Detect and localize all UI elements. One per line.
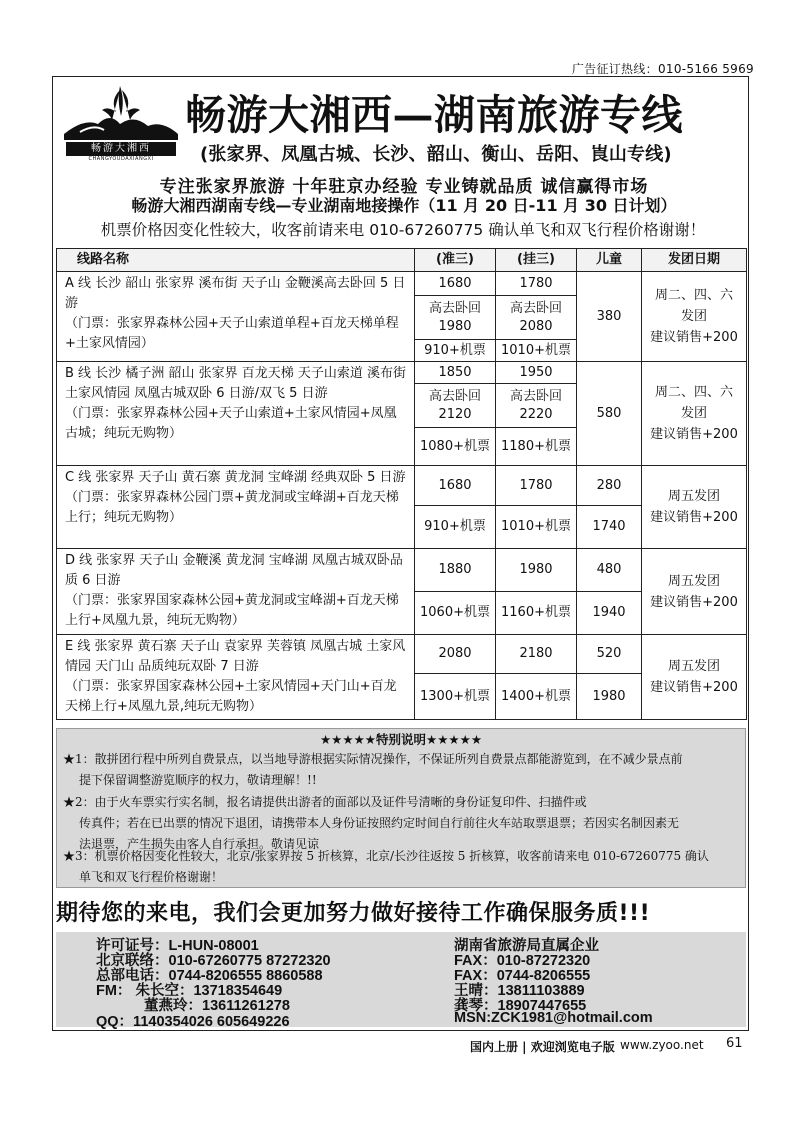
note-text: 提下保留调整游览顺序的权力，敬请理解！!! [79, 773, 317, 787]
closing-slogan: 期待您的来电，我们会更加努力做好接待工作确保服务质!!! [56, 901, 651, 926]
route-desc-text: A 线 长沙 韶山 张家界 溪布街 天子山 金鞭溪高去卧回 5 日游 [65, 276, 406, 311]
price-cell: 高去卧回 2120 [415, 384, 496, 428]
schedule-line: 周二、四、六 [654, 385, 733, 400]
schedule-cell [642, 362, 747, 466]
routes-table [56, 248, 747, 720]
col-header-child: 儿童 [577, 249, 642, 272]
price-cell: 1980 [496, 549, 577, 592]
schedule-line: 建议销售+200 [650, 330, 738, 345]
price-cell: 高去卧回 1980 [415, 296, 496, 340]
child-price-cell: 1940 [577, 592, 642, 635]
price-cell: 1880 [415, 549, 496, 592]
schedule-line: 周五发团 [667, 489, 720, 504]
col-header-listed3: (挂三) [496, 249, 577, 272]
schedule-line: 周五发团 [667, 659, 720, 674]
contact-wang: 王晴：13811103889 [454, 983, 585, 999]
price-cell: 910+机票 [415, 340, 496, 362]
price-cell: 1850 [415, 362, 496, 384]
table-header-row [57, 249, 747, 272]
fax-beijing: FAX：010-87272320 [454, 953, 591, 969]
fm-contact-2: 董燕玲：13611261278 [144, 998, 290, 1014]
route-desc-text: D 线 张家界 天子山 金鞭溪 黄龙洞 宝峰湖 凤凰古城双卧品质 6 日游 [65, 553, 403, 588]
note-text: 传真件；若在已出票的情况下退团，请携带本人身份证按照约定时间自行前往火车站取票退票；若因实名制因素无 [79, 816, 680, 830]
schedule-line: 建议销售+200 [650, 510, 738, 525]
contact-panel [56, 932, 746, 1030]
table-row [57, 549, 747, 592]
logo [60, 84, 182, 164]
beijing-contact: 北京联络：010-67260775 87272320 [96, 953, 331, 969]
license-number: 许可证号：L-HUN-08001 [96, 938, 259, 954]
price-notice: 机票价格因变化性较大，收客前请来电 010-67260775 确认单飞和双飞行程价格谢谢！ [100, 221, 706, 239]
msn-contact: MSN:ZCK1981@hotmail.com [454, 1010, 653, 1026]
price-cell: 1950 [496, 362, 577, 384]
footer-section: 国内上册 | 欢迎浏览电子版 [470, 1040, 615, 1054]
price-cell: 1300+机票 [415, 674, 496, 720]
child-price-cell: 580 [577, 362, 642, 466]
route-a-desc [57, 272, 415, 362]
price-cell: 1680 [415, 466, 496, 506]
col-header-departure: 发团日期 [642, 249, 747, 272]
table-row [57, 466, 747, 506]
schedule-line: 发团 [680, 406, 707, 421]
page-number: 61 [726, 1036, 743, 1051]
route-desc-text: B 线 长沙 橘子洲 韶山 张家界 百龙天梯 天子山索道 溪布街 土家风情园 凤凰古城双卧 6 日游/双飞 5 日游 [65, 366, 406, 401]
table-row [57, 272, 747, 296]
child-price-cell: 520 [577, 635, 642, 674]
schedule-line: 周二、四、六 [654, 288, 733, 303]
price-cell: 1060+机票 [415, 592, 496, 635]
schedule-line: 发团 [680, 309, 707, 324]
ad-hotline: 广告征订热线：010-5166 5969 [571, 62, 754, 76]
fm-contact-1: FM： 朱长空：13718354649 [96, 983, 283, 999]
price-cell: 1010+机票 [496, 340, 577, 362]
fax-hq: FAX：0744-8206555 [454, 968, 591, 984]
price-cell: 1010+机票 [496, 506, 577, 549]
destinations-subtitle: (张家界、凤凰古城、长沙、韶山、衡山、岳阳、崀山专线) [200, 144, 672, 165]
child-price-cell: 280 [577, 466, 642, 506]
schedule-cell [642, 272, 747, 362]
schedule-line: 建议销售+200 [650, 427, 738, 442]
price-cell: 1780 [496, 272, 577, 296]
page-title: 畅游大湘西—湖南旅游专线 [185, 91, 683, 139]
route-d-desc [57, 549, 415, 635]
price-cell: 2180 [496, 635, 577, 674]
schedule-cell [642, 466, 747, 549]
price-cell: 1080+机票 [415, 428, 496, 466]
special-notes [56, 728, 746, 888]
route-e-desc [57, 635, 415, 720]
route-tickets-text: （门票：张家界国家森林公园+黄龙洞或宝峰湖+百龙天梯上行+凤凰九景，纯玩无购物） [65, 593, 399, 628]
hq-phone: 总部电话：0744-8206555 8860588 [96, 968, 323, 984]
qq-contact: QQ：1140354026 605649226 [96, 1014, 290, 1030]
logo-text: 畅游大湘西 [66, 142, 176, 156]
notes-title: ★★★★★特别说明★★★★★ [319, 732, 483, 747]
child-price-cell: 1740 [577, 506, 642, 549]
price-cell: 1180+机票 [496, 428, 577, 466]
price-cell: 1160+机票 [496, 592, 577, 635]
route-tickets-text: （门票：张家界森林公园门票+黄龙洞或宝峰湖+百龙天梯上行；纯玩无购物） [65, 490, 399, 525]
price-cell: 1400+机票 [496, 674, 577, 720]
logo-subtext: CHANGYOUDAXIANGXI [88, 156, 154, 162]
route-tickets-text: （门票：张家界森林公园+天子山索道+土家风情园+凤凰古城；纯玩无购物） [65, 406, 397, 441]
footer-url: www.zyoo.net [620, 1038, 704, 1052]
price-cell: 1780 [496, 466, 577, 506]
schedule-line: 周五发团 [667, 573, 720, 589]
col-header-quasi3: (准三) [415, 249, 496, 272]
note-3 [63, 846, 739, 888]
plan-subtitle: 畅游大湘西湖南专线—专业湖南地接操作（11 月 20 日-11 月 30 日计划） [131, 196, 677, 215]
child-price-cell: 1980 [577, 674, 642, 720]
contact-gong: 龚琴：18907447655 [454, 998, 587, 1014]
schedule-cell [642, 549, 747, 635]
schedule-line: 建议销售+200 [650, 594, 738, 610]
route-desc-text: C 线 张家界 天子山 黄石寨 黄龙洞 宝峰湖 经典双卧 5 日游 [65, 470, 406, 485]
table-row [57, 635, 747, 674]
company-affiliation: 湖南省旅游局直属企业 [454, 938, 599, 954]
note-text: 单飞和双飞行程价格谢谢！ [79, 870, 224, 884]
route-c-desc [57, 466, 415, 549]
route-desc-text: E 线 张家界 黄石寨 天子山 袁家界 芙蓉镇 凤凰古城 土家风情园 天门山 品质纯玩双卧 7 日游 [65, 639, 406, 674]
route-b-desc [57, 362, 415, 466]
price-cell: 高去卧回 2220 [496, 384, 577, 428]
price-cell: 1680 [415, 272, 496, 296]
price-cell: 910+机票 [415, 506, 496, 549]
note-text: ★3：机票价格因变化性较大，北京/张家界按 5 折核算，北京/长沙往返按 5 折核算，收客前请来电 010-67260775 确认 [63, 849, 709, 863]
col-header-route: 线路名称 [57, 249, 415, 272]
note-1 [63, 749, 739, 791]
note-text: ★2：由于火车票实行实名制，报名请提供出游者的面部以及证件号清晰的身份证复印件、扫描件或 [63, 795, 587, 809]
price-cell: 高去卧回 2080 [496, 296, 577, 340]
route-tickets-text: （门票：张家界森林公园+天子山索道单程+百龙天梯单程+土家风情园） [65, 316, 399, 351]
note-text: 法退票，产生损失由客人自行承担。敬请见谅 [79, 837, 320, 851]
child-price-cell: 380 [577, 272, 642, 362]
table-row [57, 362, 747, 384]
schedule-line: 建议销售+200 [650, 680, 738, 695]
note-text: ★1：散拼团行程中所列自费景点，以当地导游根据实际情况操作，不保证所列自费景点都能游览到，在不减少景点前 [63, 752, 683, 766]
route-tickets-text: （门票：张家界国家森林公园+土家风情园+天门山+百龙天梯上行+凤凰九景,纯玩无购物） [65, 679, 397, 714]
slogan: 专注张家界旅游 十年驻京办经验 专业铸就品质 诚信赢得市场 [159, 177, 649, 197]
schedule-cell [642, 635, 747, 720]
child-price-cell: 480 [577, 549, 642, 592]
price-cell: 2080 [415, 635, 496, 674]
